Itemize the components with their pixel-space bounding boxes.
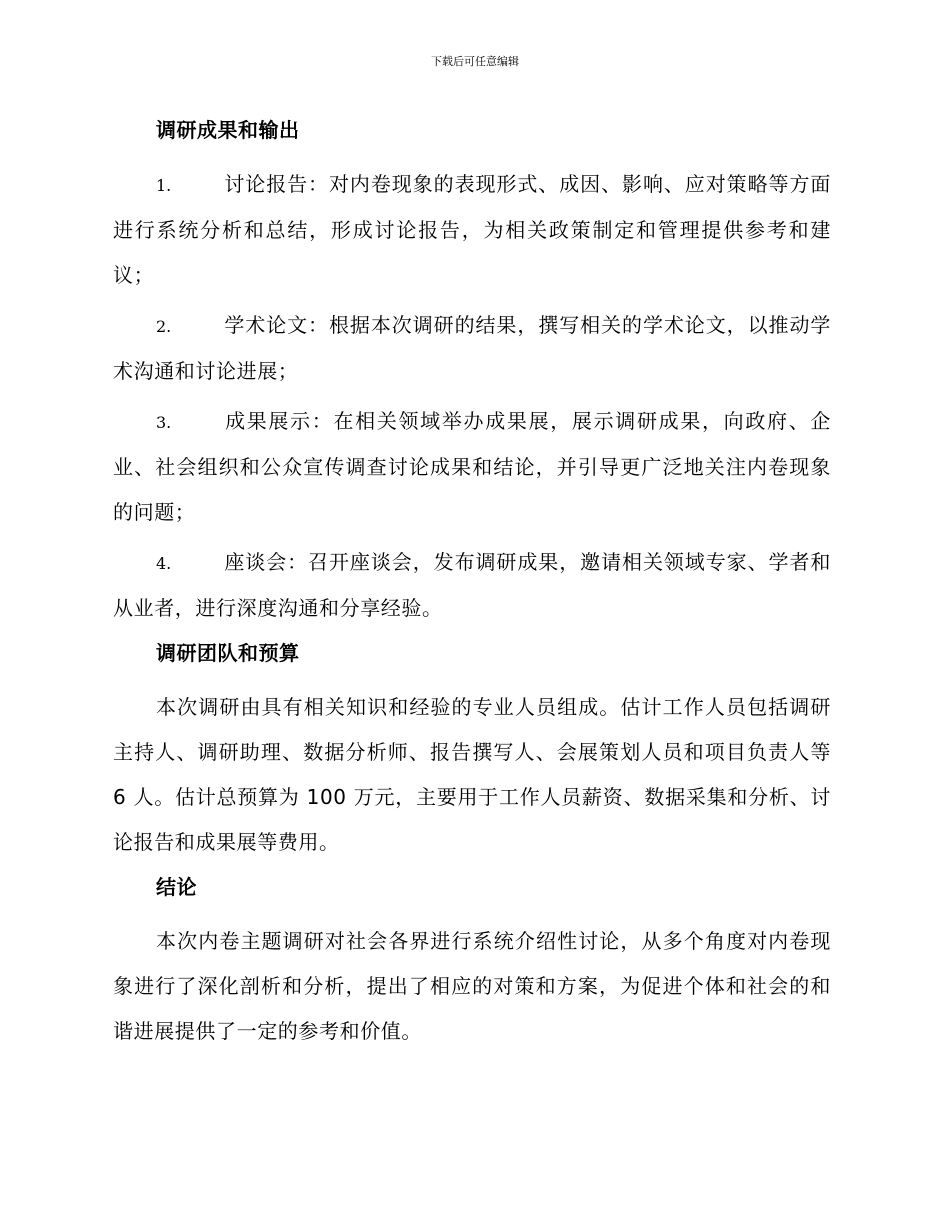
list-number: 4. (156, 554, 172, 573)
paragraph-team-budget: 本次调研由具有相关知识和经验的专业人员组成。估计工作人员包括调研主持人、调研助理、数据分析师、报告撰写人、会展策划人员和项目负责人等 6 人。估计总预算为 100 万元，主要用于工作人员薪资、数据采集和分析、讨论报告和成果展等费用。 (113, 695, 831, 854)
section-heading-team-budget: 调研团队和预算 (156, 641, 300, 665)
list-item-text: 座谈会：召开座谈会，发布调研成果，邀请相关领域专家、学者和从业者，进行深度沟通和分享经验。 (113, 550, 831, 620)
section-heading-results: 调研成果和输出 (156, 118, 300, 142)
list-number: 2. (156, 317, 172, 336)
list-item (113, 303, 831, 394)
paragraph-conclusion: 本次内卷主题调研对社会各界进行系统介绍性讨论，从多个角度对内卷现象进行了深化剖析和分析，提出了相应的对策和方案，为促进个体和社会的和谐进展提供了一定的参考和价值。 (113, 929, 831, 1043)
document-body (113, 113, 831, 1059)
list-item-text: 讨论报告：对内卷现象的表现形式、成因、影响、应对策略等方面进行系统分析和总结，形成讨论报告，为相关政策制定和管理提供参考和建议； (113, 172, 831, 287)
list-item (113, 540, 831, 631)
list-item-text: 成果展示：在相关领域举办成果展，展示调研成果，向政府、企业、社会组织和公众宣传调查讨论成果和结论，并引导更广泛地关注内卷现象的问题； (113, 409, 831, 524)
list-number: 1. (156, 176, 172, 195)
page-header-note: 下载后可任意编辑 (431, 55, 519, 68)
section-heading-conclusion: 结论 (156, 875, 197, 899)
list-number: 3. (156, 413, 172, 432)
list-item-text: 学术论文：根据本次调研的结果，撰写相关的学术论文，以推动学术沟通和讨论进展； (113, 313, 831, 383)
list-item (113, 399, 831, 535)
list-item (113, 162, 831, 298)
